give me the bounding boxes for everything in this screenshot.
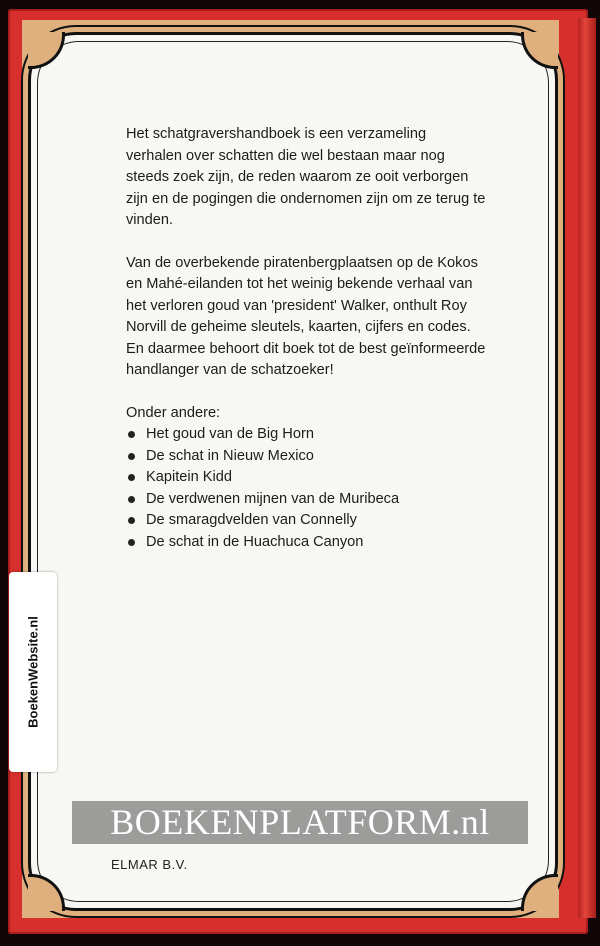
website-sticker: [9, 572, 57, 772]
list-item: [126, 532, 486, 554]
watermark-banner: BOEKENPLATFORM.nl: [72, 801, 528, 844]
list-item: [126, 446, 486, 468]
list-item-label: De verdwenen mijnen van de Muribeca: [146, 490, 400, 507]
list-item: [126, 424, 486, 446]
list-item: [126, 489, 486, 511]
bullet-icon: [128, 517, 135, 524]
contents-list: [126, 424, 486, 553]
bullet-icon: [128, 496, 135, 503]
publisher-name: ELMAR B.V.: [111, 857, 188, 872]
list-item-label: De schat in Nieuw Mexico: [146, 447, 314, 464]
list-item-label: Kapitein Kidd: [146, 469, 233, 485]
bullet-icon: [128, 474, 135, 481]
blurb-paragraph-2: Van de overbekende piratenbergplaatsen op de Kokos en Mahé-eilanden tot het weinig bekende verhaal van het verloren goud van 'president' Walker, onthult Roy Norvill de geheime sleutels, kaarten, cijfers en codes.: [126, 254, 478, 335]
blurb-paragraph-3: En daarmee behoort dit boek tot de best geïnformeerde handlanger van de schatzoeker!: [126, 340, 486, 378]
cover-edge: [578, 18, 596, 918]
list-item-label: De smaragdvelden van Connelly: [146, 512, 357, 528]
list-item: [126, 467, 486, 489]
blurb-paragraph-1: Het schatgravershandboek is een verzameling verhalen over schatten die wel bestaan maar nog steeds zoek zijn, de reden waarom ze ooit verborgen zijn en de pogingen die ondernomen zijn om ze terug te vinden.: [126, 126, 486, 228]
blurb-text: [126, 124, 486, 553]
sticker-label: BoekenWebsite.nl: [25, 616, 41, 728]
bullet-icon: [128, 431, 135, 438]
bullet-icon: [128, 539, 135, 546]
list-item-label: De schat in de Huachuca Canyon: [146, 533, 364, 550]
list-item-label: Het goud van de Big Horn: [146, 426, 314, 442]
bullet-icon: [128, 453, 135, 460]
list-item: [126, 510, 486, 532]
list-intro: Onder andere:: [126, 404, 221, 421]
